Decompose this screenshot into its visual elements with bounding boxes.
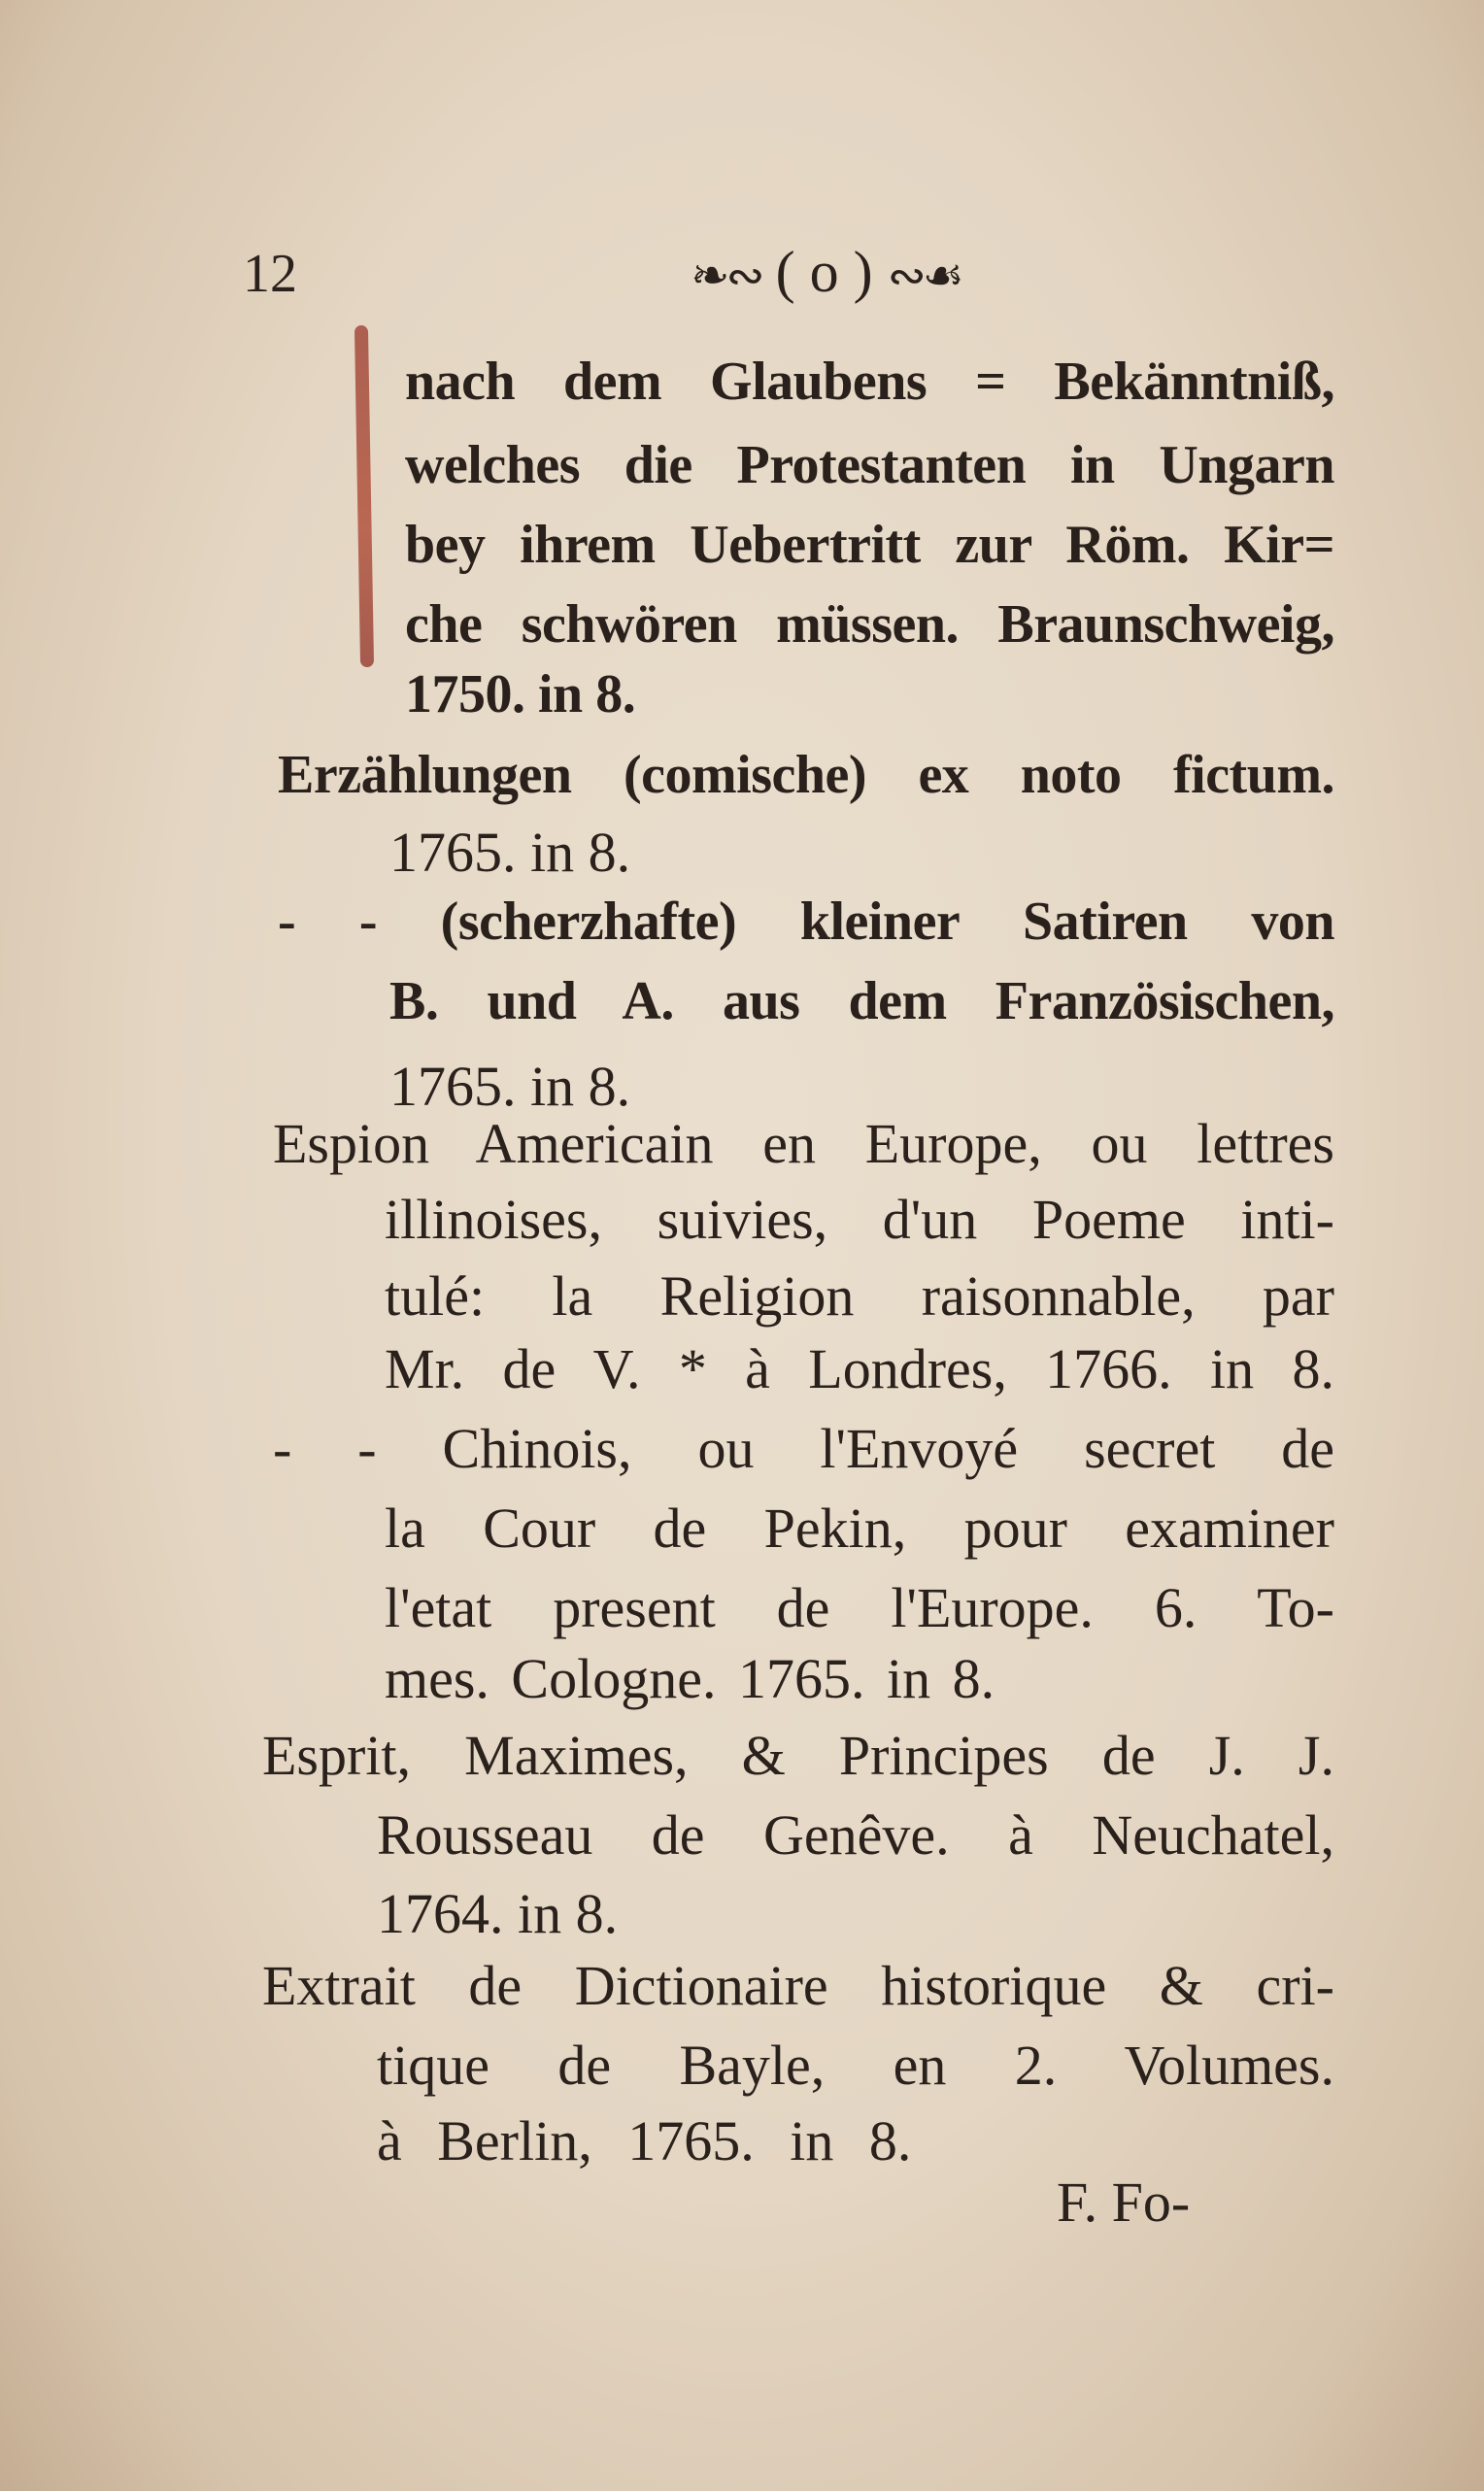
text-line: tulé: la Religion raisonnable, par xyxy=(385,1264,1334,1328)
text-line: B. und A. aus dem Französischen, xyxy=(389,971,1334,1031)
text-line: Esprit, Maximes, & Principes de J. J. xyxy=(262,1724,1334,1787)
text-line: Rousseau de Genêve. à Neuchatel, xyxy=(377,1803,1334,1867)
text-line: la Cour de Pekin, pour examiner xyxy=(385,1497,1334,1560)
text-line: 1765. in 8. xyxy=(389,1055,631,1118)
header-text: ( o ) xyxy=(775,240,873,304)
text-line: 1764. in 8. xyxy=(377,1882,619,1945)
text-line: bey ihrem Uebertritt zur Röm. Kir= xyxy=(405,515,1334,575)
text-line: welches die Protestanten in Ungarn xyxy=(405,435,1334,495)
ornament-left-icon: ❧∾ xyxy=(691,251,761,302)
text-line: tique de Bayle, en 2. Volumes. xyxy=(377,2034,1334,2097)
catchword: F. Fo- xyxy=(1057,2171,1191,2234)
text-line: l'etat present de l'Europe. 6. To- xyxy=(385,1576,1334,1639)
text-line: mes. Cologne. 1765. in 8. xyxy=(385,1647,995,1710)
text-line: Erzählungen (comische) ex noto fictum. xyxy=(278,745,1334,805)
text-line: Espion Americain en Europe, ou lettres xyxy=(273,1112,1334,1175)
text-line: illinoises, suivies, d'un Poeme inti- xyxy=(385,1188,1334,1251)
page-number: 12 xyxy=(243,244,297,304)
text-line: à Berlin, 1765. in 8. xyxy=(377,2109,912,2172)
text-line: 1750. in 8. xyxy=(405,664,636,724)
text-line: Extrait de Dictionaire historique & cri- xyxy=(262,1954,1334,2017)
ornament-right-icon: ∾☙ xyxy=(887,251,961,302)
text-line: nach dem Glaubens = Bekänntniß, xyxy=(405,352,1334,412)
running-header xyxy=(583,239,1068,306)
text-line: - - Chinois, ou l'Envoyé secret de xyxy=(273,1417,1334,1480)
red-pencil-mark xyxy=(354,325,374,667)
text-line: 1765. in 8. xyxy=(389,821,631,884)
text-line: che schwören müssen. Braunschweig, xyxy=(405,594,1334,655)
text-line: - - (scherzhafte) kleiner Satiren von xyxy=(278,892,1334,952)
text-line: Mr. de V. * à Londres, 1766. in 8. xyxy=(385,1337,1334,1400)
